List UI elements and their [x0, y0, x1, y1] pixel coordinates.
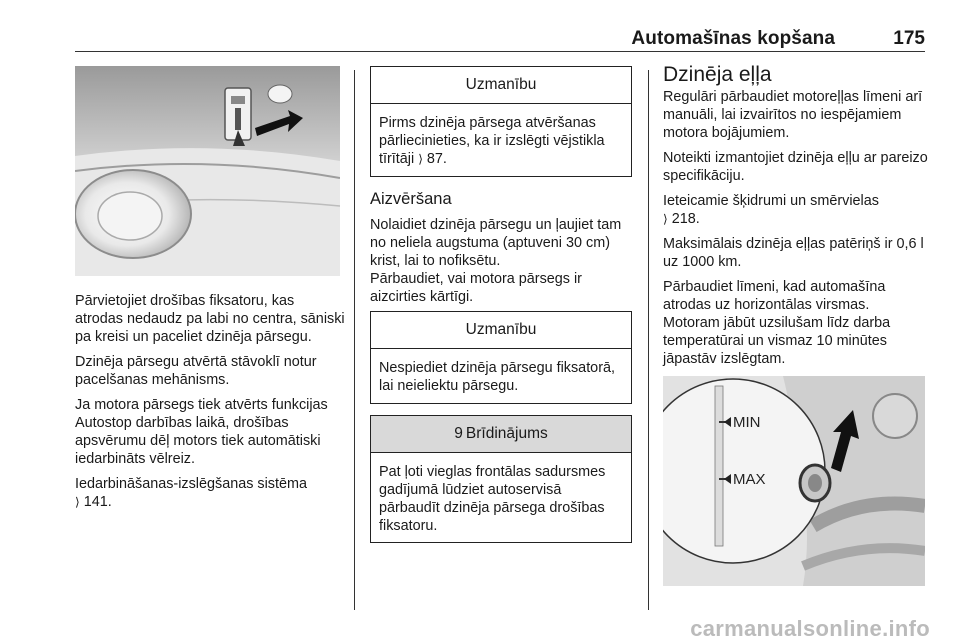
- closing-heading: Aizvēršana: [370, 190, 452, 208]
- paragraph: [75, 475, 345, 511]
- left-column-text: [75, 292, 345, 518]
- hood-latch-figure: [75, 66, 340, 276]
- dipstick-min-label: MIN: [733, 414, 761, 431]
- paragraph: Pārvietojiet drošības fiksatoru, kas atrodas nedaudz pa labi no centra, sāniski pa kreisi un paceliet dzinēja pārsegu.: [75, 293, 345, 345]
- warning-text: Pat ļoti vieglas frontālas sadursmes gadījumā lūdziet autoservisā pārbaudīt dzinēja pārsega drošības fiksatoru.: [379, 464, 606, 534]
- footer-watermark: carmanualsonline.info: [690, 616, 930, 641]
- caution-text: [371, 104, 631, 168]
- paragraph: Pārbaudiet līmeni, kad automašīna atrodas uz horizontālas virsmas. Motoram jābūt uzsilušam līdz darba temperatūrai un vismaz 10 minūtes jāpastāv izslēgtam.: [663, 279, 891, 367]
- paragraph: Ja motora pārsegs tiek atvērts funkcijas Autostop darbības laikā, drošības apsvērumu dēļ motors tiek automātiski iedarbināts vēlreiz.: [75, 397, 328, 467]
- page-ref-arrow-icon: ⟩: [75, 495, 80, 509]
- page-header-title: Automašīnas kopšana: [631, 28, 835, 49]
- column-divider: [648, 70, 649, 610]
- paragraph-text: Iedarbināšanas-izslēgšanas sistēma: [75, 476, 307, 492]
- paragraph: Noteikti izmantojiet dzinēja eļļu ar pareizo specifikāciju.: [663, 150, 928, 184]
- caution-title: Uzmanību: [371, 312, 631, 349]
- paragraph: Nolaidiet dzinēja pārsegu un ļaujiet tam no neliela augstuma (aptuveni 30 cm) krist, lai to nofiksētu.: [370, 217, 622, 269]
- closing-section: [370, 190, 632, 313]
- paragraph: [663, 192, 928, 228]
- header-rule: [75, 51, 925, 52]
- section-heading: Dzinēja eļļa: [663, 63, 772, 86]
- hood-latch-illustration: [75, 66, 340, 276]
- caution-box: [370, 311, 632, 404]
- warning-triangle-icon: 9: [454, 425, 463, 442]
- paragraph: Maksimālais dzinēja eļļas patēriņš ir 0,6 l uz 1000 km.: [663, 236, 924, 270]
- page-ref-arrow-icon: ⟩: [663, 212, 668, 226]
- column-divider: [354, 70, 355, 610]
- dipstick-max-label: MAX: [733, 471, 766, 488]
- paragraph: Dzinēja pārsegu atvērtā stāvoklī notur pacelšanas mehānisms.: [75, 354, 317, 388]
- caution-body-text: Pirms dzinēja pārsega atvēršanas pārliecinieties, ka ir izslēgti vējstikla tīrītāji: [379, 115, 605, 167]
- warning-title: Brīdinājums: [465, 425, 548, 442]
- dipstick-figure: [663, 376, 925, 586]
- paragraph: Pārbaudiet, vai motora pārsegs ir aizcirties kārtīgi.: [370, 271, 582, 305]
- paragraph-text: Ieteicamie šķidrumi un smērvielas: [663, 193, 879, 209]
- right-column-text: [663, 63, 928, 375]
- warning-header: [371, 416, 631, 453]
- page-ref-link[interactable]: 218.: [671, 211, 700, 227]
- caution-text: Nespiediet dzinēja pārsegu fiksatorā, lai neieliektu pārsegu.: [379, 360, 615, 394]
- page-ref-link[interactable]: 141.: [83, 494, 112, 510]
- caution-title: Uzmanību: [371, 67, 631, 104]
- page-number: 175: [893, 28, 925, 49]
- paragraph: Regulāri pārbaudiet motoreļļas līmeni arī manuāli, lai izvairītos no iespējamiem motora bojājumiem.: [663, 89, 923, 141]
- caution-box: [370, 66, 632, 177]
- page-ref-link[interactable]: 87.: [426, 151, 447, 167]
- dipstick-illustration: [663, 376, 925, 586]
- warning-box: [370, 415, 632, 543]
- page-ref-arrow-icon: ⟩: [418, 152, 423, 166]
